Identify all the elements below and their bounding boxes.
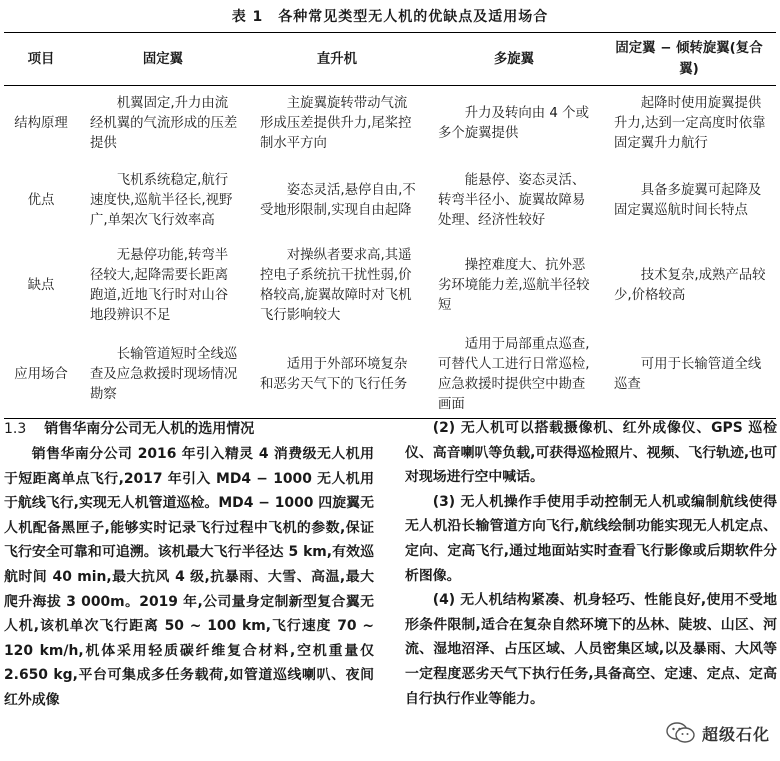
table-cell: 可用于长输管道全线巡查 (602, 332, 776, 419)
header-hybrid: 固定翼 − 倾转旋翼(复合翼) (602, 33, 776, 86)
table-row (4, 240, 776, 332)
row-label: 缺点 (27, 277, 55, 293)
body-paragraph: (4) 无人机结构紧凑、机身轻巧、性能良好,使用不受地形条件限制,适合在复杂自然环境下的丛林、陡坡、山区、河流、湿地沼泽、占压区域、人员密集区域,以及暴雨、大风等一定程度恶劣天气下执行任务,具备高空、定速、定点、定高自行执行作业等能力。 (405, 592, 777, 707)
table-cell: 主旋翼旋转带动气流形成压差提供升力,尾桨控制水平方向 (260, 95, 412, 151)
body-paragraph: (3) 无人机操作手使用手动控制无人机或编制航线使得无人机沿长输管道方向飞行,航线绘制功能实现无人机定点、定向、定高飞行,通过地面站实时查看飞行影像或后期软件分析图像。 (405, 493, 777, 584)
body-columns (0, 402, 780, 761)
right-column (405, 402, 777, 711)
left-column (4, 402, 374, 713)
table-cell: 飞机系统稳定,航行速度快,巡航半径长,视野广,单架次飞行效率高 (90, 172, 233, 228)
table-cell: 姿态灵活,悬停自由,不受地形限制,实现自由起降 (260, 182, 416, 218)
table-cell: 技术复杂,成熟产品较少,价格较高 (614, 267, 766, 303)
table-cell: 适用于外部环境复杂和恶劣天气下的飞行任务 (248, 332, 426, 419)
table-cell: 起降时使用旋翼提供升力,达到一定高度时依靠固定翼升力航行 (614, 95, 766, 151)
table-cell: 操控难度大、抗外恶劣环境能力差,巡航半径较短 (438, 257, 590, 313)
uav-comparison-table (4, 32, 776, 419)
table-header-row (4, 33, 776, 86)
table-cell: 适用于局部重点巡查,可替代人工进行日常巡检,应急救援时提供空中勘查画面 (426, 332, 602, 419)
table-cell: 升力及转向由 4 个或多个旋翼提供 (438, 105, 589, 141)
header-item: 项目 (4, 33, 78, 86)
table-cell: 具备多旋翼可起降及固定翼巡航时间长特点 (614, 182, 762, 218)
row-label: 应用场合 (4, 332, 78, 419)
wechat-logo-icon (666, 721, 696, 745)
header-fixed-wing: 固定翼 (78, 33, 248, 86)
row-label: 结构原理 (14, 115, 68, 131)
table-cell: 机翼固定,升力由流经机翼的气流形成的压差提供 (90, 95, 238, 151)
header-helicopter: 直升机 (248, 33, 426, 86)
section-heading (4, 418, 374, 440)
table-caption: 表 1 各种常见类型无人机的优缺点及适用场合 (231, 9, 549, 25)
table-row (4, 162, 776, 240)
table-cell: 对操纵者要求高,其遥控电子系统抗干扰性弱,价格较高,旋翼故障时对飞机飞行影响较大 (260, 247, 412, 323)
watermark-text: 超级石化 (701, 724, 770, 744)
watermark (662, 715, 776, 751)
body-paragraph: (2) 无人机可以搭载摄像机、红外成像仪、GPS 巡检仪、高音喇叭等负载,可获得巡检照片、视频、飞行轨迹,也可对现场进行空中喊话。 (405, 420, 777, 486)
table-cell: 长输管道短时全线巡查及应急救援时现场情况勘察 (78, 332, 248, 419)
body-paragraph: 销售华南分公司 2016 年引入精灵 4 消费级无人机用于短距离单点飞行,2017 年引入 MD4 − 1000 无人机用于航线飞行,实现无人机管道巡检。MD4 − 1000 四旋翼无人机配备黑匣子,能够实时记录飞行过程中飞机的参数,保证飞行安全可靠和可追溯。该机最大飞行半径达 5 km,有效巡航时间 40 min,最大抗风 4 级,抗暴雨、大雪、高温,最大爬升海拔 3 000m。2019 年,公司量身定制新型复合翼无人机,该机单次飞行距离 50 ~ 100 km,飞行速度 70 ~ 120 km/h,机体采用轻质碳纤维复合材料,空机重量仅 2.650 kg,平台可集成多任务载荷,如管道巡线喇叭、夜间红外成像 (4, 446, 374, 708)
table-row (4, 86, 776, 162)
header-multirotor: 多旋翼 (426, 33, 602, 86)
table-cell: 无悬停功能,转弯半径较大,起降需要长距离跑道,近地飞行时对山谷地段辨识不足 (90, 247, 229, 323)
table-cell: 能悬停、姿态灵活、转弯半径小、旋翼故障易处理、经济性较好 (438, 172, 586, 228)
section-number: 1.3 (4, 421, 27, 437)
section-title: 销售华南分公司无人机的选用情况 (44, 421, 255, 437)
row-label: 优点 (27, 192, 55, 208)
